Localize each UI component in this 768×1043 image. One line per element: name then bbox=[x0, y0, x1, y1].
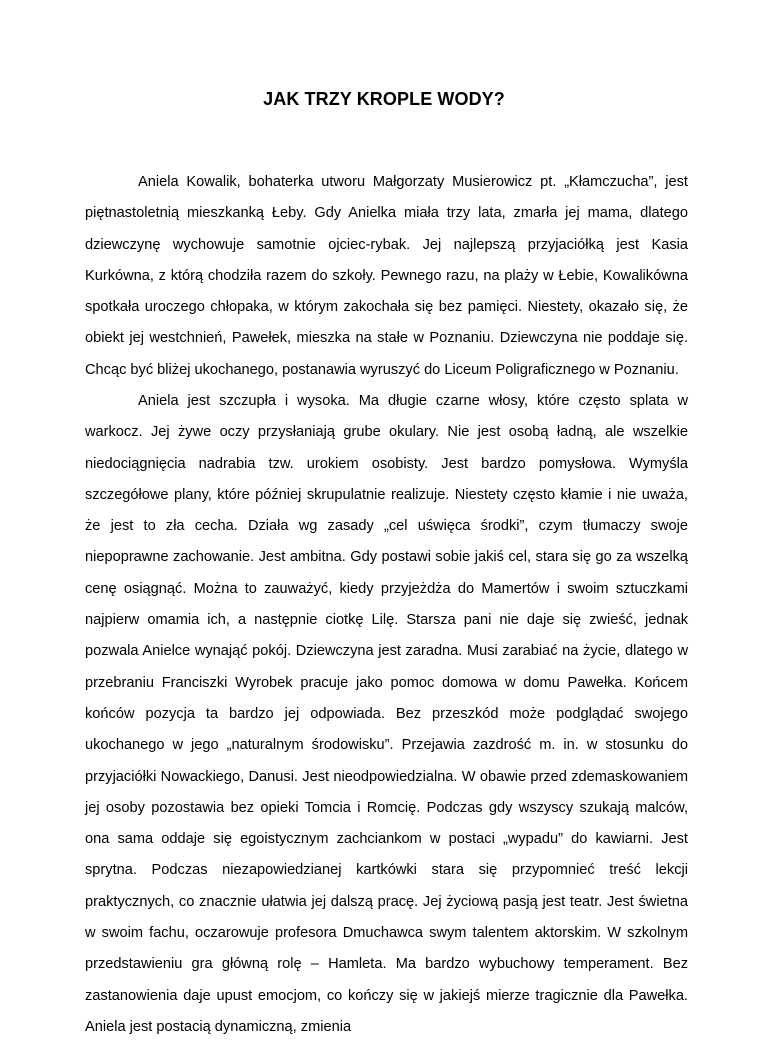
document-title: JAK TRZY KROPLE WODY? bbox=[263, 89, 505, 109]
paragraph-introduction: Aniela Kowalik, bohaterka utworu Małgorzaty Musierowicz pt. „Kłamczucha”, jest piętnastoletnią mieszkanką Łeby. Gdy Anielka miała trzy lata, zmarła jej mama, dlatego dziewczynę wychowuje samotnie ojciec-rybak. Jej najlepszą przyjaciółką jest Kasia Kurkówna, z którą chodziła razem do szkoły. Pewnego razu, na plaży w Łebie, Kowalikówna spotkała uroczego chłopaka, w którym zakochała się bez pamięci. Niestety, okazało się, że obiekt jej westchnień, Pawełek, mieszka na stałe w Poznaniu. Dziewczyna nie poddaje się. Chcąc być bliżej ukochanego, postanawia wyruszyć do Liceum Poligraficznego w Poznaniu. bbox=[85, 174, 688, 378]
paragraph-character-description: Aniela jest szczupła i wysoka. Ma długie czarne włosy, które często splata w warkocz. Jej żywe oczy przysłaniają grube okulary. Nie jest osobą ładną, ale wszelkie niedociągnięcia nadrabia tzw. urokiem osobisty. Jest bardzo pomysłowa. Wymyśla szczegółowe plany, które później skrupulatnie realizuje. Niestety często kłamie i nie uważa, że jest to zła cecha. Działa wg zasady „cel uświęca środki”, czym tłumaczy swoje niepoprawne zachowanie. Jest ambitna. Gdy postawi sobie jakiś cel, stara się go za wszelką cenę osiągnąć. Można to zauważyć, kiedy przyjeżdża do Mamertów i swoim sztuczkami najpierw omamia ich, a następnie ciotkę Lilę. Starsza pani nie daje się zwieść, jednak pozwala Anielce wynająć pokój. Dziewczyna jest zaradna. Musi zarabiać na życie, dlatego w przebraniu Franciszki Wyrobek pracuje jako pomoc domowa w domu Pawełka. Końcem końców pozycja ta bardzo jej odpowiada. Bez przeszkód może podglądać swojego ukochanego w jego „naturalnym środowisku”. Przejawia zazdrość m. in. w stosunku do przyjaciółki Nowackiego, Danusi. Jest nieodpowiedzialna. W obawie przed zdemaskowaniem jej osoby pozostawia bez opieki Tomcia i Romcię. Podczas gdy wszyscy szukają malców, ona sama oddaje się egoistycznym zachciankom w postaci „wypadu” do kawiarni. Jest sprytna. Podczas niezapowiedzianej kartkówki stara się przypomnieć treść lekcji praktycznych, co znacznie ułatwia jej dalszą pracę. Jej życiową pasją jest teatr. Jest świetna w swoim fachu, oczarowuje profesora Dmuchawca swym talentem aktorskim. W szkolnym przedstawieniu gra główną rolę – Hamleta. Ma bardzo wybuchowy temperament. Bez zastanowienia daje upust emocjom, co kończy się w jakiejś mierze tragicznie dla Pawełka. Aniela jest postacią dynamiczną, zmienia bbox=[85, 393, 688, 1035]
